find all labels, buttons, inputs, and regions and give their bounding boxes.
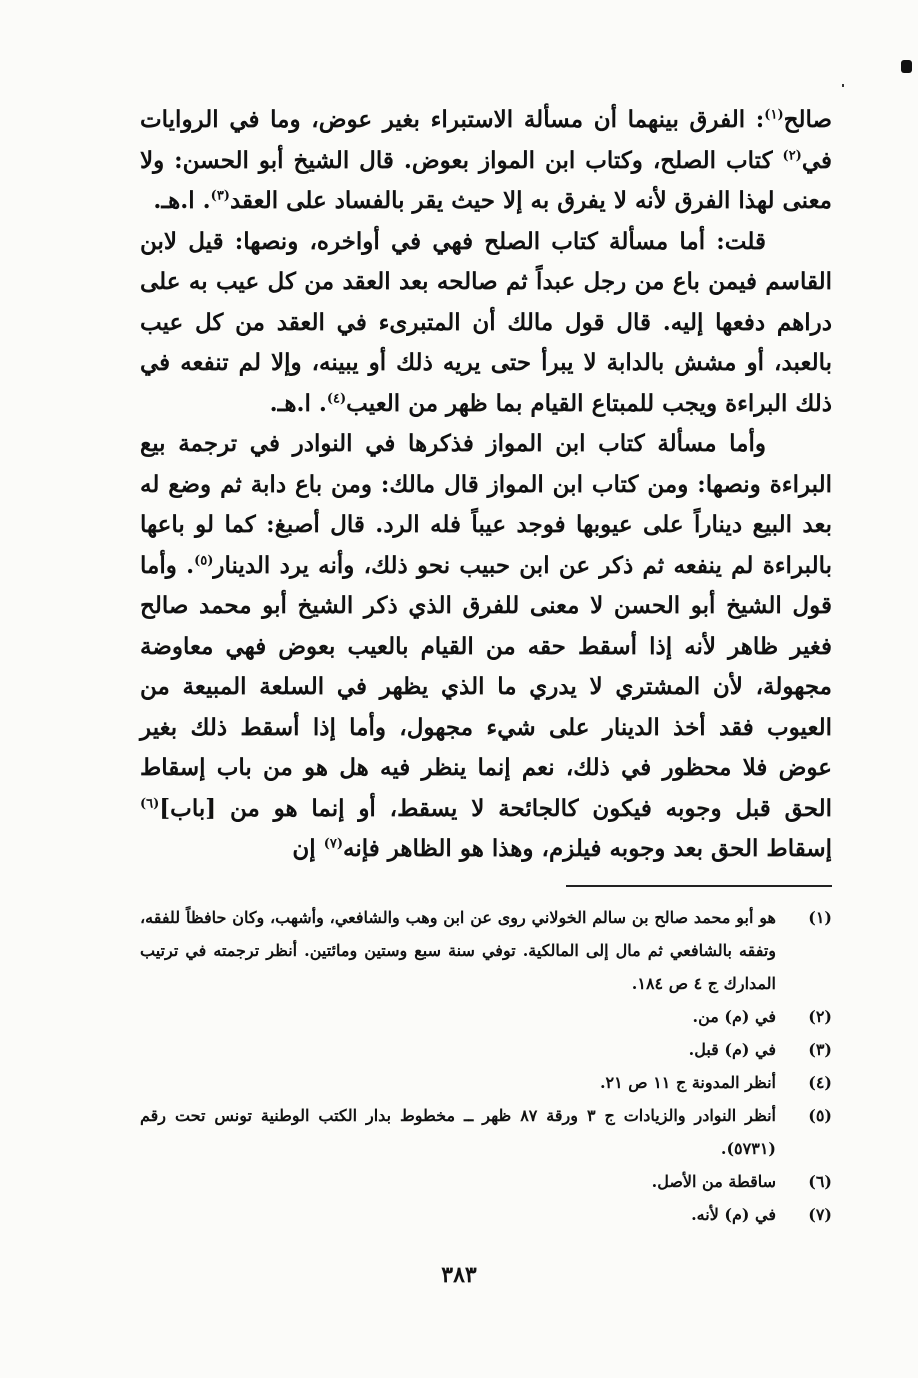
text-run: إسقاط الحق بعد وجوبه فيلزم، وهذا هو الظاهر فإنه [342, 835, 832, 862]
footnote-ref: (٣) [210, 188, 230, 204]
text-run: صالح [783, 106, 832, 133]
text-run: . ا.هـ. [269, 389, 327, 417]
footnote-ref: (٥) [194, 552, 214, 568]
footnote-1 [140, 901, 832, 1000]
text-run: كتاب الصلح، وكتاب ابن المواز بعوض. قال الشيخ أبو الحسن: ولا معنى لهذا الفرق لأنه لا يفرق به إلا حيث يقر بالفساد على العقد [140, 146, 832, 214]
main-text [140, 100, 832, 870]
footnote-text: أنظر النوادر والزيادات ج ٣ ورقة ٨٧ ظهر ــ مخطوط بدار الكتب الوطنية تونس تحت رقم (٥٧٣١). [140, 1106, 777, 1158]
footnote-text: ساقطة من الأصل. [651, 1172, 776, 1191]
footnote-ref: (٤) [326, 390, 347, 406]
paragraph-3 [140, 424, 832, 870]
footnote-ref: (٧) [323, 836, 343, 852]
footnote-text: في (م) لأنه. [691, 1205, 776, 1224]
footnote-divider [566, 885, 832, 887]
footnote-5 [140, 1099, 832, 1165]
footnote-2 [140, 1000, 832, 1033]
footnote-number: (٣) [808, 1040, 832, 1059]
footnote-ref: (١) [764, 107, 784, 123]
paragraph-1 [140, 100, 832, 222]
text-run: . ا.هـ. [153, 187, 211, 214]
text-run: قلت: أما مسألة كتاب الصلح فهي في أواخره، ونصها: قيل لابن القاسم فيمن باع من رجل عبداً ثم صالحه بعد العقد من كل عيب به على دراهم دفعها إليه. قال قول مالك أن المتبرىء في العقد من كل عيب بالعبد، أو مشش بالدابة لا يبرأ حتى يريه ذلك أو يبينه، وإلا لم تنفعه في ذلك البراءة ويجب للمبتاع القيام بما ظهر من العيب [140, 227, 832, 417]
text-run: وأما مسألة كتاب ابن المواز فذكرها في النوادر في ترجمة بيع البراءة ونصها: ومن كتاب ابن المواز قال مالك: ومن باع دابة ثم وضع له بعد البيع ديناراً على عيوبها فوجد عيباً فله الرد. قال أصبغ: كما لو باعها بالبراءة لم ينفعه ثم ذكر عن ابن حبيب نحو ذلك، وأنه يرد الدينار [140, 430, 832, 579]
footnote-number: (٥) [808, 1106, 832, 1125]
text-run: إن [292, 835, 324, 862]
footnote-7 [140, 1198, 832, 1231]
text-run: . وأما قول الشيخ أبو الحسن لا معنى للفرق الذي ذكر الشيخ أبو محمد صالح فغير ظاهر لأنه إذا أسقط حقه من القيام بالعيب بعوض فهي معاوضة مجهولة، لأن المشتري لا يدري ما الذي يظهر في السلعة المبيعة من العيوب فقد أخذ الدينار على شيء مجهول، وأما إذا أسقط ذلك بغير عوض فلا محظور في ذلك، نعم إنما ينظر فيه هل هو من باب إسقاط الحق قبل وجوبه فيكون كالجائحة لا يسقط، أو إنما هو من [باب] [140, 551, 832, 822]
footnote-number: (٦) [808, 1172, 832, 1191]
footnote-number: (١) [808, 908, 832, 927]
page-number: ٣٨٣ [441, 1262, 477, 1288]
scan-mark [901, 60, 912, 73]
footnote-text: في (م) قبل. [688, 1040, 776, 1059]
scan-speck [842, 84, 844, 87]
footnote-text: في (م) من. [692, 1007, 776, 1026]
footnote-4 [140, 1066, 832, 1099]
footnote-6 [140, 1165, 832, 1198]
footnote-ref: (٦) [140, 795, 160, 811]
footnote-text: هو أبو محمد صالح بن سالم الخولاني روى عن ابن وهب والشافعي، وأشهب، وكان حافظاً للفقه، وتفقه بالشافعي ثم مال إلى المالكية. توفي سنة سبع وستين ومائتين. أنظر ترجمته في ترتيب المدارك ج ٤ ص ١٨٤. [140, 908, 776, 993]
footnotes [140, 901, 832, 1231]
footnote-3 [140, 1033, 832, 1066]
footnote-number: (٢) [808, 1007, 832, 1026]
footnote-text: أنظر المدونة ج ١١ ص ٢١. [599, 1073, 776, 1092]
footnote-number: (٧) [808, 1205, 832, 1224]
paragraph-2 [140, 222, 832, 425]
text-run: : الفرق بينهما أن مسألة الاستبراء بغير عوض، وما في الروايات في [140, 106, 832, 174]
footnote-number: (٤) [808, 1073, 832, 1092]
footnote-ref: (٢) [782, 147, 802, 163]
